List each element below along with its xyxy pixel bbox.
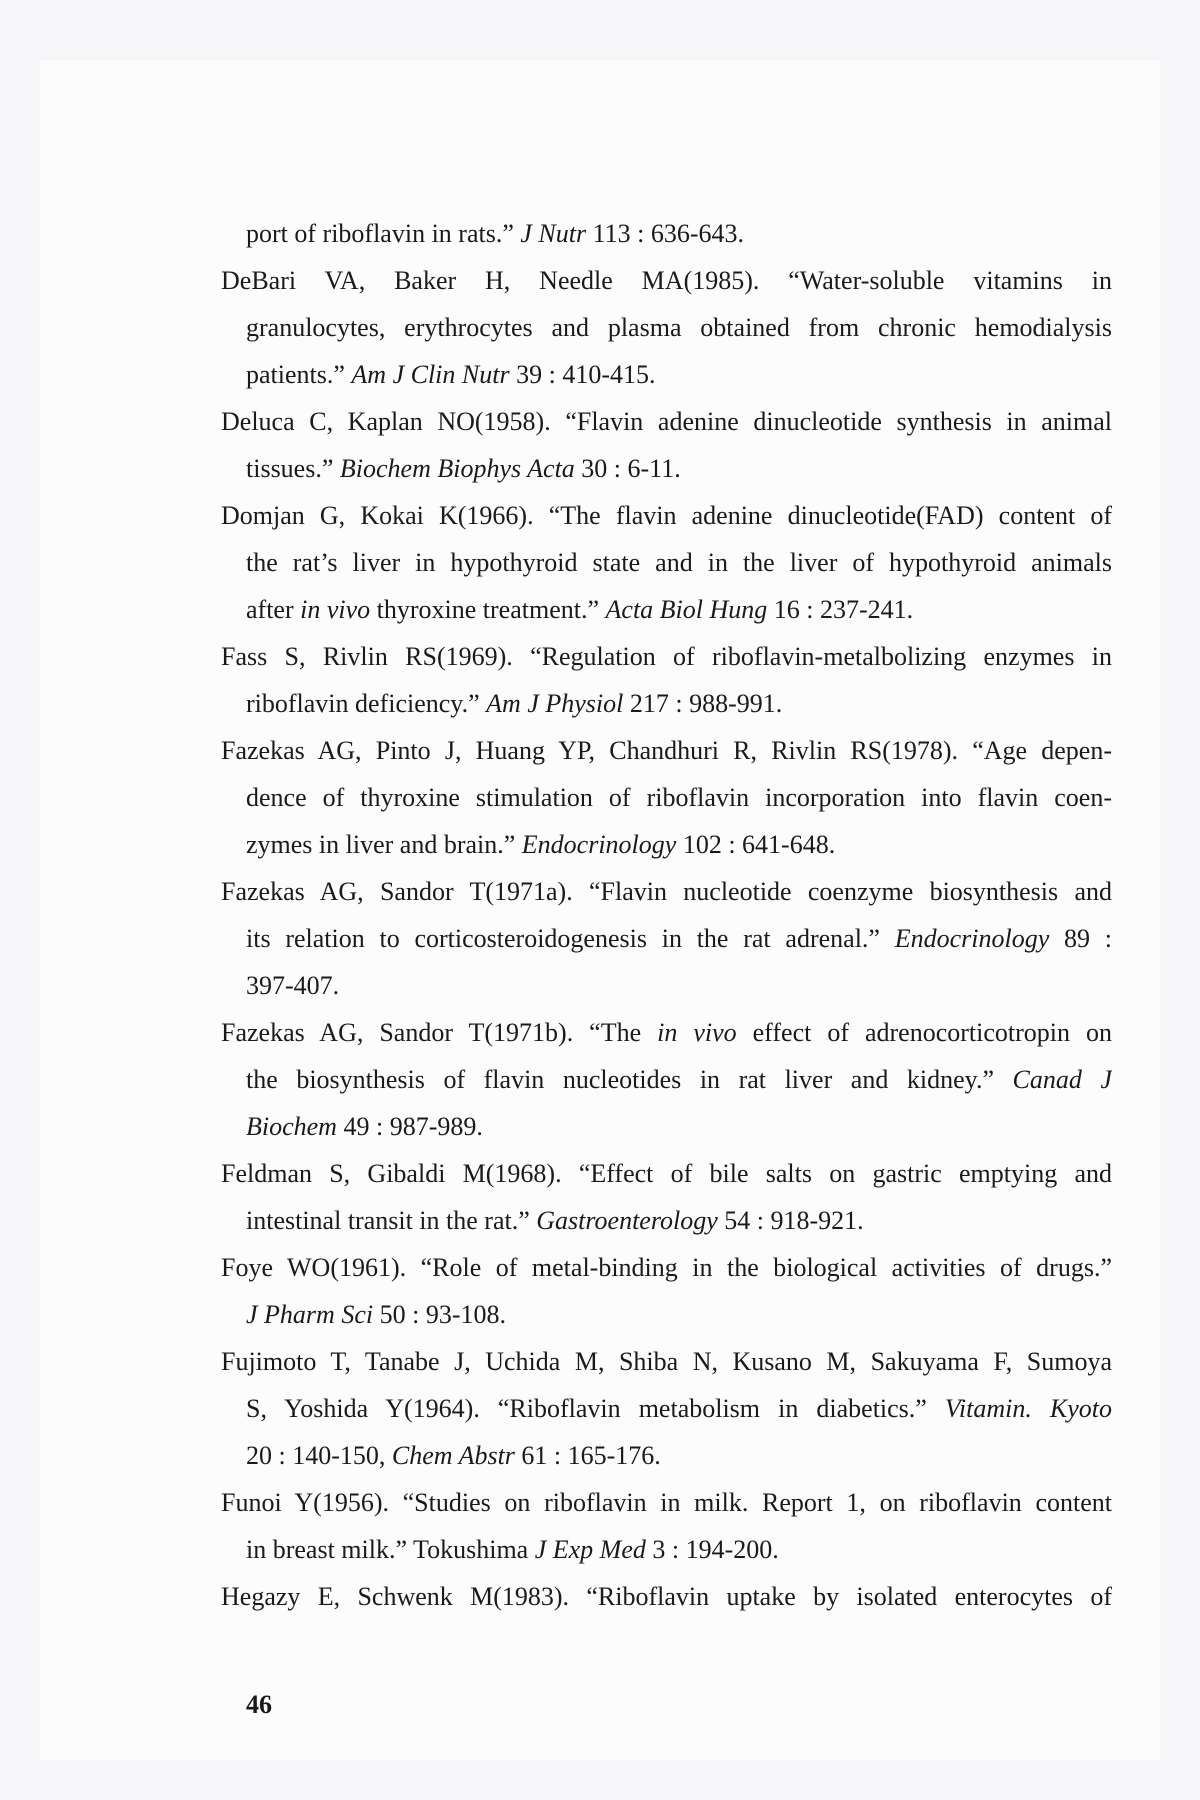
reference-line <box>221 915 1112 962</box>
reference-entry <box>221 1338 1112 1479</box>
reference-line <box>221 1197 1112 1244</box>
reference-text: patients.” <box>246 360 352 389</box>
reference-text: Fass S, Rivlin RS(1969). “Regulation of riboflavin-metalbolizing enzymes in <box>221 642 1112 671</box>
reference-entry <box>221 1244 1112 1338</box>
reference-text: 397-407. <box>246 971 340 1000</box>
journal-italic-text: in vivo <box>300 595 371 624</box>
reference-line <box>221 868 1112 915</box>
reference-text: 89 : <box>1049 924 1112 953</box>
reference-text: 3 : 194-200. <box>645 1535 779 1564</box>
reference-text: dence of thyroxine stimulation of riboflavin incorporation into flavin coen- <box>246 783 1112 812</box>
reference-text: Fazekas AG, Sandor T(1971a). “Flavin nucleotide coenzyme biosynthesis and <box>221 877 1112 906</box>
reference-entry <box>221 1573 1112 1620</box>
reference-line <box>221 680 1112 727</box>
reference-text: 217 : 988-991. <box>623 689 783 718</box>
reference-text: Feldman S, Gibaldi M(1968). “Effect of bile salts on gastric emptying and <box>221 1159 1112 1188</box>
reference-line <box>221 398 1112 445</box>
reference-text: Fujimoto T, Tanabe J, Uchida M, Shiba N, Kusano M, Sakuyama F, Sumoya <box>221 1347 1112 1376</box>
reference-line <box>221 1338 1112 1385</box>
reference-line <box>221 539 1112 586</box>
reference-line <box>221 727 1112 774</box>
reference-text: 102 : 641-648. <box>676 830 836 859</box>
reference-line <box>221 210 1112 257</box>
reference-text: zymes in liver and brain.” <box>246 830 522 859</box>
journal-italic-text: Chem Abstr <box>391 1441 515 1470</box>
journal-italic-text: Acta Biol Hung <box>605 595 768 624</box>
reference-line <box>221 1526 1112 1573</box>
reference-line <box>221 774 1112 821</box>
reference-text: Fazekas AG, Pinto J, Huang YP, Chandhuri R, Rivlin RS(1978). “Age depen- <box>221 736 1112 765</box>
reference-text: 49 : 987-989. <box>336 1112 483 1141</box>
reference-line <box>221 257 1112 304</box>
journal-italic-text: Vitamin. Kyoto <box>944 1394 1112 1423</box>
reference-text: 20 : 140-150, <box>246 1441 392 1470</box>
reference-line <box>221 1432 1112 1479</box>
reference-text: Funoi Y(1956). “Studies on riboflavin in milk. Report 1, on riboflavin content <box>221 1488 1112 1517</box>
reference-text: intestinal transit in the rat.” <box>246 1206 537 1235</box>
reference-line <box>221 1009 1112 1056</box>
reference-line <box>221 304 1112 351</box>
journal-italic-text: Am J Physiol <box>486 689 624 718</box>
reference-entry <box>221 1009 1112 1150</box>
reference-entry <box>221 868 1112 1009</box>
journal-italic-text: J Pharm Sci <box>246 1300 374 1329</box>
reference-entry <box>221 257 1112 398</box>
reference-text: its relation to corticosteroidogenesis in the rat adrenal.” <box>246 924 895 953</box>
journal-italic-text: Endocrinology <box>521 830 677 859</box>
journal-italic-text: Biochem <box>246 1112 337 1141</box>
reference-text: DeBari VA, Baker H, Needle MA(1985). “Water-soluble vitamins in <box>221 266 1112 295</box>
reference-list <box>221 210 1112 1620</box>
reference-line <box>221 962 1112 1009</box>
reference-line <box>221 1150 1112 1197</box>
reference-entry <box>221 492 1112 633</box>
reference-line <box>221 1479 1112 1526</box>
reference-text: the rat’s liver in hypothyroid state and in the liver of hypothyroid animals <box>246 548 1112 577</box>
reference-text: Deluca C, Kaplan NO(1958). “Flavin adenine dinucleotide synthesis in animal <box>221 407 1112 436</box>
reference-text: 61 : 165-176. <box>514 1441 661 1470</box>
journal-italic-text: Am J Clin Nutr <box>351 360 510 389</box>
reference-entry <box>221 727 1112 868</box>
journal-italic-text: Gastroenterology <box>536 1206 718 1235</box>
reference-line <box>221 821 1112 868</box>
reference-text: riboflavin deficiency.” <box>246 689 487 718</box>
journal-italic-text: in vivo <box>657 1018 737 1047</box>
reference-text: Hegazy E, Schwenk M(1983). “Riboflavin uptake by isolated enterocytes of <box>221 1582 1112 1611</box>
reference-line <box>221 1385 1112 1432</box>
reference-line <box>221 1103 1112 1150</box>
reference-text: 54 : 918-921. <box>717 1206 864 1235</box>
reference-text: thyroxine treatment.” <box>370 595 606 624</box>
reference-entry <box>221 210 1112 257</box>
document-page <box>40 60 1160 1760</box>
reference-text: after <box>246 595 301 624</box>
reference-text: in breast milk.” Tokushima <box>246 1535 535 1564</box>
reference-text: granulocytes, erythrocytes and plasma obtained from chronic hemodialysis <box>246 313 1112 342</box>
reference-line <box>221 492 1112 539</box>
reference-text: 50 : 93-108. <box>373 1300 506 1329</box>
reference-text: tissues.” <box>246 454 340 483</box>
reference-text: 39 : 410-415. <box>509 360 656 389</box>
reference-line <box>221 586 1112 633</box>
reference-line <box>221 1056 1112 1103</box>
reference-entry <box>221 398 1112 492</box>
reference-entry <box>221 633 1112 727</box>
reference-text: Domjan G, Kokai K(1966). “The flavin adenine dinucleotide(FAD) content of <box>221 501 1112 530</box>
reference-line <box>221 1573 1112 1620</box>
reference-text: effect of adrenocorticotropin on <box>736 1018 1112 1047</box>
reference-text: the biosynthesis of flavin nucleotides in rat liver and kidney.” <box>246 1065 1013 1094</box>
reference-text: S, Yoshida Y(1964). “Riboflavin metabolism in diabetics.” <box>246 1394 945 1423</box>
reference-text: Foye WO(1961). “Role of metal-binding in the biological activities of drugs.” <box>221 1253 1112 1282</box>
reference-text: 30 : 6-11. <box>574 454 681 483</box>
reference-line <box>221 633 1112 680</box>
reference-text: 113 : 636-643. <box>586 219 745 248</box>
reference-entry <box>221 1479 1112 1573</box>
page-number: 46 <box>246 1690 272 1719</box>
journal-italic-text: J Exp Med <box>534 1535 646 1564</box>
journal-italic-text: Canad J <box>1012 1065 1112 1094</box>
reference-line <box>221 351 1112 398</box>
reference-line <box>221 1244 1112 1291</box>
journal-italic-text: J Nutr <box>520 219 587 248</box>
reference-text: Fazekas AG, Sandor T(1971b). “The <box>221 1018 658 1047</box>
journal-italic-text: Endocrinology <box>894 924 1050 953</box>
reference-text: 16 : 237-241. <box>767 595 914 624</box>
reference-entry <box>221 1150 1112 1244</box>
journal-italic-text: Biochem Biophys Acta <box>339 454 575 483</box>
reference-text: port of riboflavin in rats.” <box>246 219 521 248</box>
reference-line <box>221 1291 1112 1338</box>
reference-line <box>221 445 1112 492</box>
